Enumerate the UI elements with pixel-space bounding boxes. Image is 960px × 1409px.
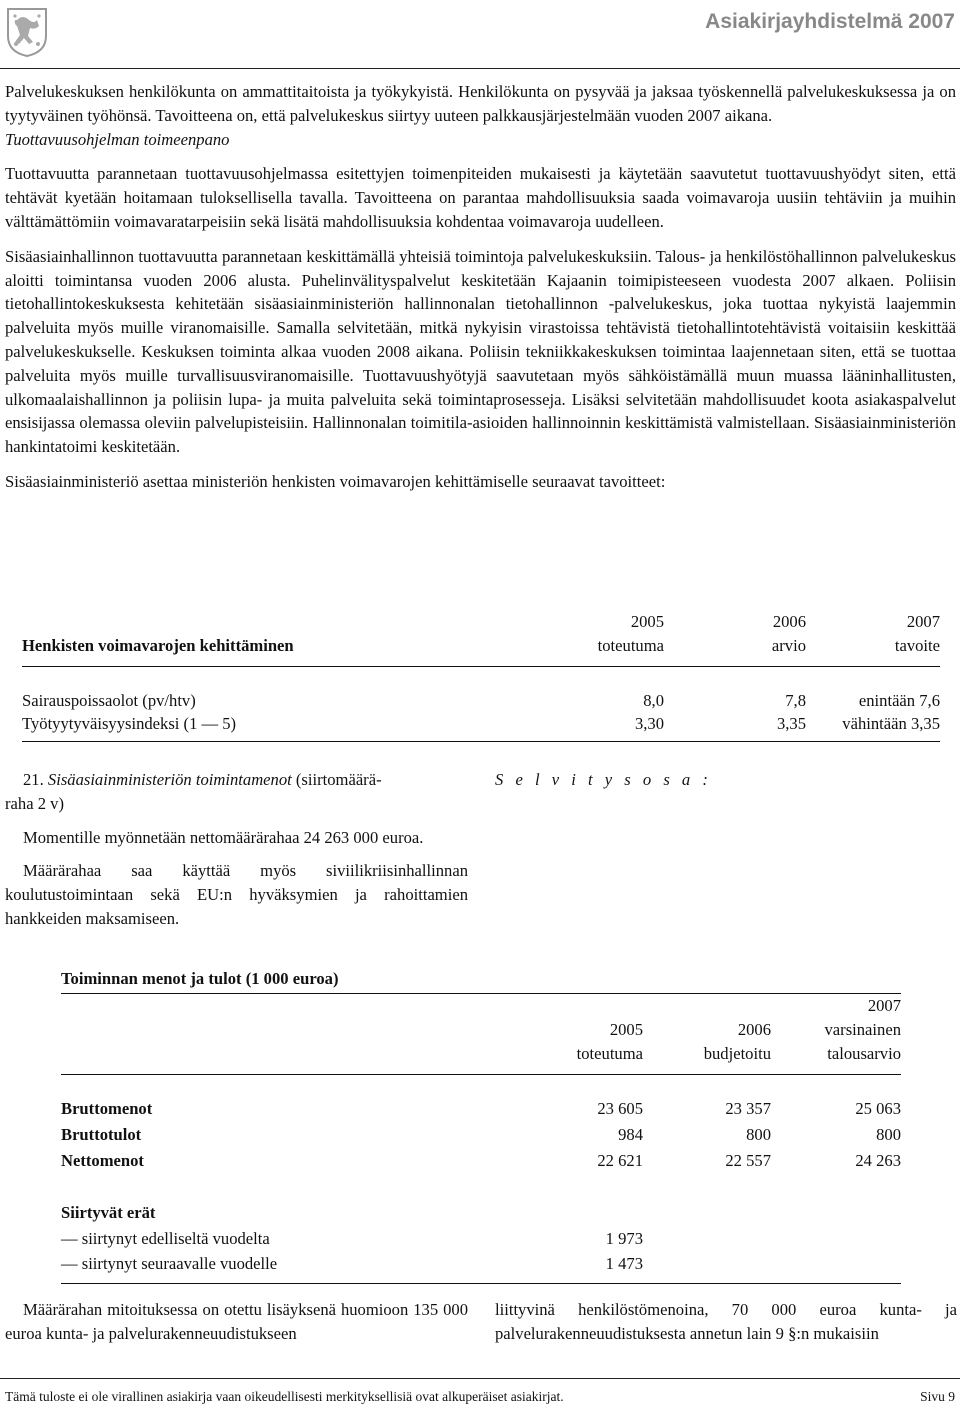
table-row: Nettomenot 22 621 22 557 24 263 [61,1150,901,1170]
column-year: 2007 [906,612,940,631]
ops-table [61,994,901,1284]
section-21 [5,768,468,931]
column-type: talousarvio [827,1043,901,1063]
table-title: Henkisten voimavarojen kehittäminen [22,635,294,655]
column-type: arvio [771,635,806,655]
paragraph: Sisäasiainhallinnon tuottavuutta parannetaan keskittämällä yhteisiä toimintoja palvelukeskuksiin. Talous- ja henkilöstöhallinnon palvelukeskus aloitti toimintansa vuoden 2006 alusta. Puhelinvälityspalvelut keskitetään Kajaanin toimipisteeseen vuodesta 2007 alkaen. Poliisin tietohallintokeskuksesta kehitetään sisäasiainministeriön hallinnonalan tietohallinnon -palvelukeskus, joka tuottaa nykyistä laajemmin palveluita myös muille viranomaisille. Samalla selvitetään, mitkä nykyisin virastoissa tehtävistä tietohallintotehtävistä voitaisiin keskittää palvelukeskukselle. Keskuksen toiminta alkaa vuoden 2008 aikana. Poliisin tekniikkakeskuksen toimintaa laajennetaan siten, että se tuottaa palveluita myös muille turvallisuusviranomaisille. Tuottavuushyötyjä saavutetaan myös sähköistämällä muun muassa lääninhallitusten, ulkomaalaishallinnon ja poliisin lupa- ja muita palveluita sekä toimintaprosesseja. Lisäksi selvitetään mahdollisuudet koota asiakaspalvelut ensisijassa olemassa oleviin palvelupisteisiin. Hallinnonalan toimitila-asioiden hallinnoinnin keskittämistä valmistellaan. Sisäasiainministeriön hankintatoimi keskitetään. [5,246,956,457]
footer-disclaimer: Tämä tuloste ei ole virallinen asiakirja vaan oikeudellisesti merkityksellisiä ovat alkuperäiset asiakirjat. [5,1389,564,1404]
section-title: 21. Sisäasiainministeriön toimintamenot (siirtomäärä- [23,770,382,789]
column-year: 2006 [772,612,806,631]
table-row: Sairauspoissaolot (pv/htv) 8,0 7,8 enintään 7,6 [22,690,940,710]
table-row: Bruttotulot 984 800 800 [61,1125,901,1145]
coat-of-arms-icon [5,6,49,58]
column-year: 2005 [609,1019,643,1039]
bottom-left-text: Määrärahan mitoituksessa on otettu lisäyksenä huomioon 135 000 euroa kunta- ja palvelurakenneuudistukseen [5,1300,468,1343]
section-title-cont: raha 2 v) [5,793,64,813]
ops-table-wrapper [61,967,901,994]
column-year: 2007 [867,996,901,1015]
column-type: varsinainen [824,1019,901,1039]
bottom-right-text: liittyvinä henkilöstömenoina, 70 000 euroa kunta- ja palvelurakenneuudistuksesta annetun lain 9 §:n mukaisiin [495,1300,957,1343]
paragraph: Määrärahaa saa käyttää myös siviilikriisinhallinnan koulutustoimintaan sekä EU:n hyväksymien ja rahoittamien hankkeiden maksamiseen. [5,861,468,928]
column-type: toteutuma [576,1043,643,1063]
section-heading: Tuottavuusohjelman toimeenpano [5,129,230,149]
paragraph: Sisäasiainministeriö asettaa ministeriön henkisten voimavarojen kehittämiselle seuraavat tavoitteet: [5,471,666,491]
table-row: Työtyytyväisyysindeksi (1 — 5) 3,30 3,35 vähintään 3,35 [22,714,940,734]
document-title: Asiakirjayhdistelmä 2007 [705,10,955,33]
column-type: toteutuma [597,635,664,655]
column-type: tavoite [894,635,940,655]
divider [22,741,940,742]
page-footer [0,1378,960,1406]
table-title: Toiminnan menot ja tulot (1 000 euroa) [61,969,339,988]
table-row: — siirtynyt edelliseltä vuodelta 1 973 [61,1228,643,1248]
page-header [0,0,960,69]
paragraph: Momentille myönnetään nettomäärärahaa 24 263 000 euroa. [23,827,424,847]
intro-section [5,80,956,494]
page-number: Sivu 9 [920,1389,955,1404]
paragraph: Palvelukeskuksen henkilökunta on ammattitaitoista ja työkykyistä. Henkilökunta on pysyvää ja jaksaa työskennellä palvelukeskuksessa ja on tyytyväinen työhönsä. Tavoitteena on, että palvelukeskus siirtyy uuteen palkkausjärjestelmään vuoden 2007 aikana. [5,82,956,125]
transfers-title: Siirtyvät erät [61,1202,156,1222]
column-year: 2006 [737,1019,771,1039]
paragraph: Tuottavuutta parannetaan tuottavuusohjelmassa esitettyjen toimenpiteiden mukaisesti ja käytetään saavutetut tuottavuushyödyt siten, että tehtävät kyetään hoitamaan tuloksellisella tavalla. Tavoitteena on parantaa mahdollisuuksia saada voimavaroja uusiin tehtäviin ja muihin välttämättömiin voimavaratarpeisiin sekä lisätä mahdollisuuksia kohdentaa voimavaroja uudelleen. [5,164,956,231]
divider [61,1283,901,1284]
column-type: budjetoitu [703,1043,771,1063]
table-row: — siirtynyt seuraavalle vuodelle 1 473 [61,1254,643,1274]
column-year: 2005 [630,612,664,631]
selvitysosa-label: S e l v i t y s o s a : [495,770,712,789]
hr-table [22,610,940,742]
table-row: Bruttomenot 23 605 23 357 25 063 [61,1099,901,1119]
